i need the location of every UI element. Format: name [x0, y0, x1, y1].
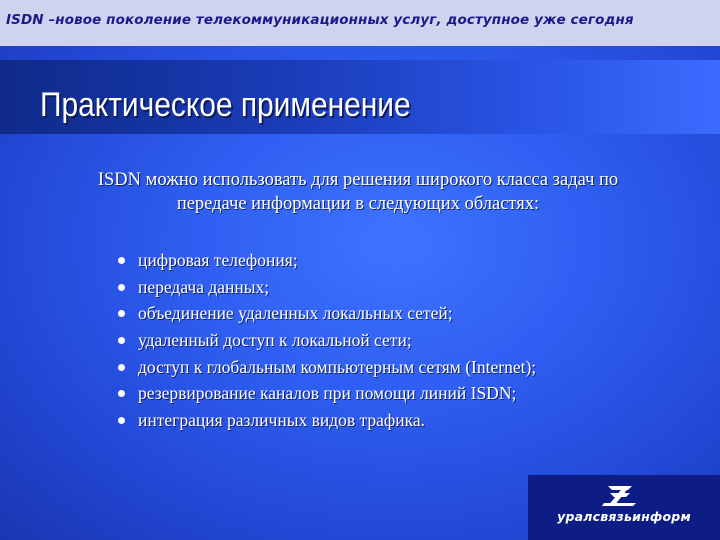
- header-text: ISDN –новое поколение телекоммуникационных услуг, доступное уже сегодня: [6, 12, 634, 28]
- list-item: [118, 383, 536, 410]
- company-logo: [528, 475, 720, 540]
- list-item-text: цифровая телефония;: [138, 250, 298, 270]
- bullet-icon: [118, 284, 125, 291]
- list-item: [118, 357, 536, 384]
- bullet-icon: [118, 310, 125, 317]
- list-item-text: удаленный доступ к локальной сети;: [138, 330, 412, 351]
- list-item: [118, 277, 536, 304]
- urals-logo-mark-icon: [600, 483, 640, 509]
- intro-line-1: ISDN можно использовать для решения широкого класса задач по: [97, 170, 619, 190]
- list-item: [118, 250, 536, 277]
- bullet-icon: [118, 257, 125, 264]
- bullet-icon: [118, 390, 125, 397]
- logo-text: уралсвязьинформ: [557, 509, 691, 524]
- intro-paragraph: [60, 168, 656, 216]
- bullet-icon: [118, 417, 125, 424]
- list-item-text: резервирование каналов при помощи линий ISDN;: [138, 383, 517, 404]
- list-item-text: интеграция различных видов трафика.: [138, 410, 425, 431]
- list-item: [118, 410, 536, 437]
- list-item-text: передача данных;: [138, 276, 270, 297]
- slide-title: Практическое применение: [40, 86, 411, 124]
- header-bar: [0, 0, 720, 46]
- list-item-text: объединение удаленных локальных сетей;: [138, 303, 453, 324]
- bullet-icon: [118, 337, 125, 344]
- bullet-icon: [118, 364, 125, 371]
- application-list: [118, 250, 536, 437]
- list-item-text: доступ к глобальным компьютерным сетям (Internet);: [138, 356, 537, 377]
- list-item: [118, 330, 536, 357]
- intro-line-2: передаче информации в следующих областях:: [176, 194, 540, 214]
- list-item: [118, 303, 536, 330]
